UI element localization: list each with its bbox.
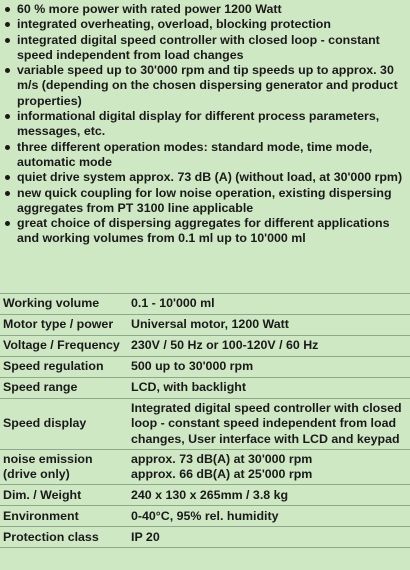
- spec-value: 0.1 - 10'000 ml: [125, 294, 410, 315]
- spec-label: Protection class: [0, 527, 125, 548]
- feature-item: informational digital display for different process parameters, messages, etc.: [4, 109, 404, 140]
- spec-value: Integrated digital speed controller with closed loop - constant speed independent from load changes, User interface with LCD and keypad: [125, 399, 410, 450]
- spec-row: [0, 399, 410, 450]
- feature-item: integrated overheating, overload, blocking protection: [4, 17, 404, 32]
- spec-value: 240 x 130 x 265mm / 3.8 kg: [125, 485, 410, 506]
- spec-row: [0, 485, 410, 506]
- feature-item: quiet drive system approx. 73 dB (A) (without load, at 30'000 rpm): [4, 170, 404, 185]
- spec-label: noise emission (drive only): [0, 449, 125, 485]
- spec-row: [0, 506, 410, 527]
- spec-value: approx. 73 dB(A) at 30'000 rpm approx. 66 dB(A) at 25'000 rpm: [125, 449, 410, 485]
- spec-value: 230V / 50 Hz or 100-120V / 60 Hz: [125, 336, 410, 357]
- spec-row: [0, 336, 410, 357]
- spec-row: [0, 294, 410, 315]
- feature-item: 60 % more power with rated power 1200 Watt: [4, 2, 404, 17]
- spec-label: Environment: [0, 506, 125, 527]
- spec-label: Working volume: [0, 294, 125, 315]
- feature-list: [0, 0, 410, 247]
- spec-label: Speed regulation: [0, 357, 125, 378]
- spec-label: Dim. / Weight: [0, 485, 125, 506]
- spec-value: Universal motor, 1200 Watt: [125, 315, 410, 336]
- spec-table: [0, 293, 410, 548]
- feature-item: three different operation modes: standard mode, time mode, automatic mode: [4, 140, 404, 171]
- spec-value: 500 up to 30'000 rpm: [125, 357, 410, 378]
- spec-row: [0, 315, 410, 336]
- spec-value: 0-40°C, 95% rel. humidity: [125, 506, 410, 527]
- spec-label: Motor type / power: [0, 315, 125, 336]
- spec-row: [0, 357, 410, 378]
- feature-item: variable speed up to 30'000 rpm and tip speeds up to approx. 30 m/s (depending on the chosen dispersing generator and product properties): [4, 63, 404, 109]
- spec-label: Speed display: [0, 399, 125, 450]
- spec-label: Speed range: [0, 378, 125, 399]
- feature-item: great choice of dispersing aggregates for different applications and working volumes from 0.1 ml up to 10'000 ml: [4, 216, 404, 247]
- feature-item: integrated digital speed controller with closed loop - constant speed independent from load changes: [4, 33, 404, 64]
- spec-label: Voltage / Frequency: [0, 336, 125, 357]
- spec-row: [0, 378, 410, 399]
- spec-value: LCD, with backlight: [125, 378, 410, 399]
- spec-value: IP 20: [125, 527, 410, 548]
- spec-row: [0, 449, 410, 485]
- spec-row: [0, 527, 410, 548]
- feature-item: new quick coupling for low noise operation, existing dispersing aggregates from PT 3100 line applicable: [4, 186, 404, 217]
